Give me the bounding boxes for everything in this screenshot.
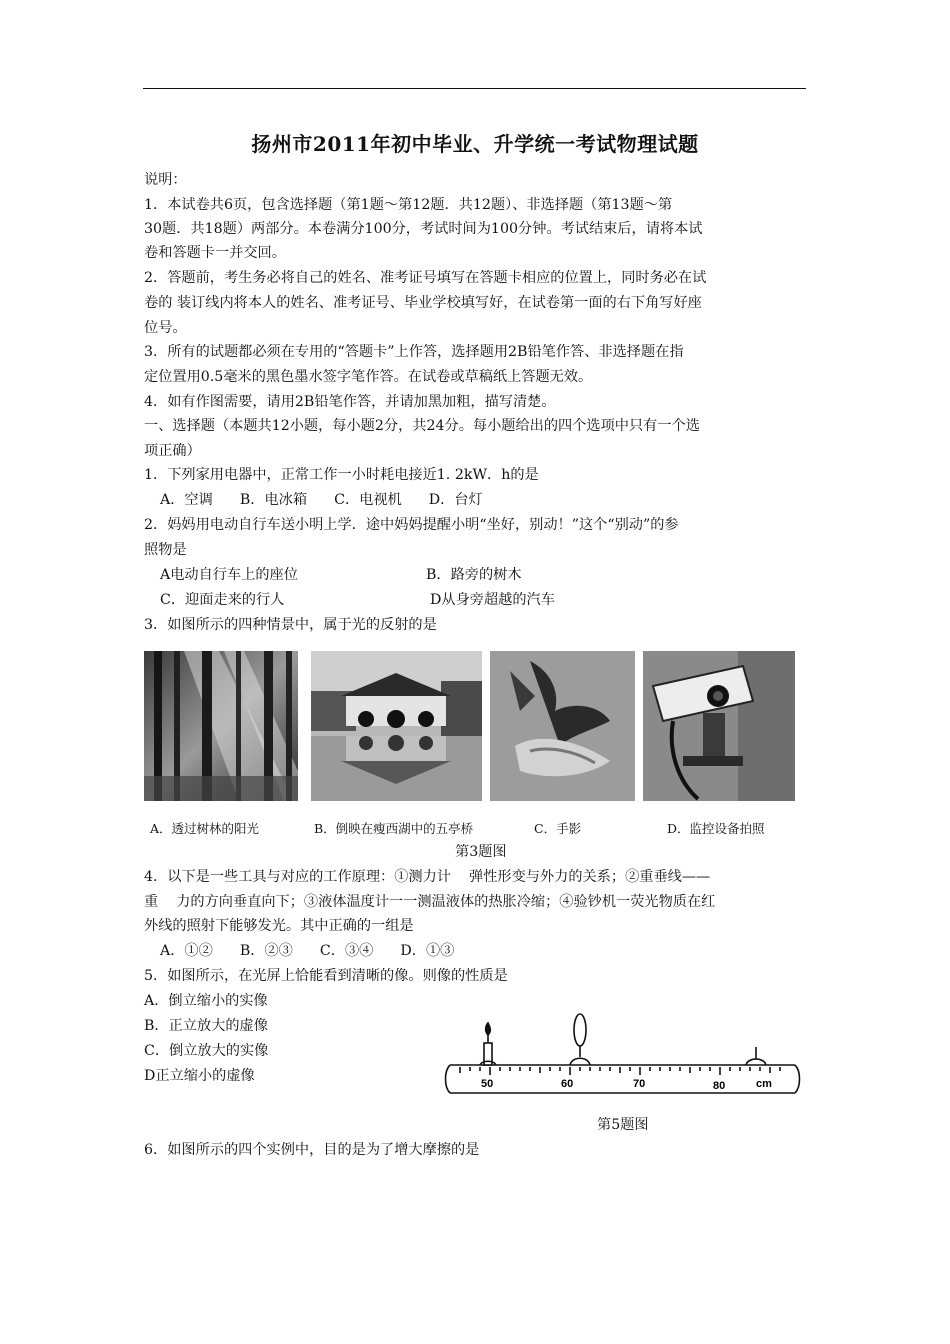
q2-stem: 照物是 [144, 542, 187, 558]
q1-stem: 1．下列家用电器中，正常工作一小时耗电接近1. 2kW．h的是 [144, 467, 539, 483]
intro-line: 1．本试卷共6页，包含选择题（第1题～第12题．共12题）、非选择题（第13题～第 [144, 197, 673, 213]
ruler-label-unit: cm [756, 1078, 772, 1090]
q4-options: A．①② B．②③ C．③④ D．①③ [160, 943, 455, 959]
q3-caption-c: C．手影 [534, 821, 582, 836]
header-rule [143, 88, 806, 89]
sunlight-forest-photo [144, 651, 298, 801]
intro-line: 卷和答题卡一并交回。 [144, 245, 286, 261]
q4-line: 外线的照射下能够发光。其中正确的一组是 [144, 918, 414, 934]
intro-line: 30题．共18题）两部分。本卷满分100分，考试时间为100分钟。考试结束后，请将本试 [144, 221, 703, 237]
q3-stem: 3．如图所示的四种情景中，属于光的反射的是 [144, 617, 437, 633]
intro-line: 4．如有作图需要，请用2B铅笔作答，并请加黑加粗，描写清楚。 [144, 394, 556, 410]
q3-figure-label: 第3题图 [455, 844, 507, 860]
q1-options: A．空调 B．电冰箱 C．电视机 D．台灯 [160, 492, 483, 508]
q5-option-a: A．倒立缩小的实像 [144, 993, 268, 1009]
q5-option-c: C．倒立放大的实像 [144, 1043, 269, 1059]
intro-line: 位号。 [144, 320, 187, 336]
hand-shadow-photo [490, 651, 635, 801]
page-title: 扬州市2011年初中毕业、升学统一考试物理试题 [251, 132, 699, 156]
intro-line: 3．所有的试题都必须在专用的“答题卡”上作答，选择题用2B铅笔作答、非选择题在指 [144, 344, 684, 360]
intro-line: 卷的 装订线内将本人的姓名、准考证号、毕业学校填写好，在试卷第一面的右下角写好座 [144, 295, 702, 311]
intro-label: 说明： [144, 172, 187, 188]
q6-stem: 6．如图所示的四个实例中，目的是为了增大摩擦的是 [144, 1142, 480, 1158]
ruler-label-60: 60 [561, 1078, 574, 1090]
ruler-label-50: 50 [481, 1078, 494, 1090]
q5-option-b: B．正立放大的虚像 [144, 1018, 268, 1034]
q5-figure-label: 第5题图 [597, 1117, 649, 1133]
q3-caption-b: B．倒映在瘦西湖中的五亭桥 [314, 821, 474, 836]
surveillance-camera-photo [643, 651, 795, 801]
section-heading: 一、选择题（本题共12小题，每小题2分，共24分。每小题给出的四个选项中只有一个选 [144, 418, 700, 434]
q2-option-c: C．迎面走来的行人 [160, 592, 285, 608]
q3-caption-d: D．监控设备拍照 [667, 821, 765, 836]
q3-caption-a: A．透过树林的阳光 [150, 821, 260, 836]
ruler-label-80: 80 [713, 1080, 726, 1092]
q2-option-a: A电动自行车上的座位 [160, 567, 298, 583]
ruler-label-70: 70 [633, 1078, 646, 1090]
q2-option-d: D从身旁超越的汽车 [430, 592, 555, 608]
section-heading: 项正确） [144, 443, 201, 459]
q2-option-b: B．路旁的树木 [426, 567, 522, 583]
pavilion-bridge-photo [311, 651, 482, 801]
q5-option-d: D正立缩小的虚像 [144, 1068, 255, 1084]
intro-line: 定位置用0.5毫米的黑色墨水签字笔作答。在试卷或草稿纸上答题无效。 [144, 369, 593, 385]
q4-line: 4．以下是一些工具与对应的工作原理：①测力计 弹性形变与外力的关系；②重垂线—— [144, 869, 711, 885]
optical-bench-figure [440, 1005, 805, 1100]
q4-line: 重 力的方向垂直向下；③液体温度计一一测温液体的热胀冷缩；④验钞机一荧光物质在红 [144, 894, 716, 910]
intro-line: 2．答题前，考生务必将自己的姓名、准考证号填写在答题卡相应的位置上，同时务必在试 [144, 270, 707, 286]
q2-stem: 2．妈妈用电动自行车送小明上学．途中妈妈提醒小明“坐好，别动！”这个“别动”的参 [144, 517, 679, 533]
q5-stem: 5．如图所示，在光屏上恰能看到清晰的像。则像的性质是 [144, 968, 508, 984]
